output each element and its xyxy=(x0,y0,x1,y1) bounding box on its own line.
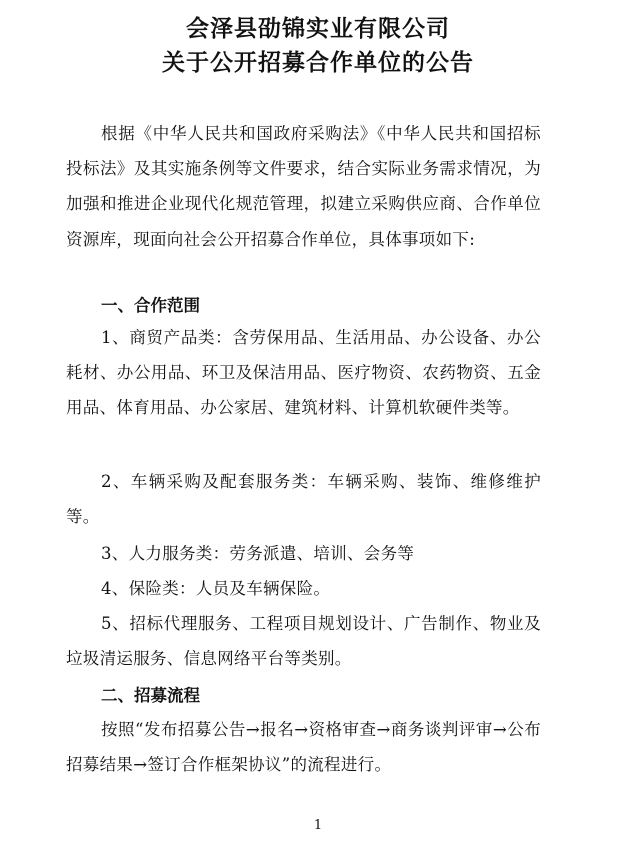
page-number: 1 xyxy=(313,818,323,833)
section1-item-1: 1、商贸产品类：含劳保用品、生活用品、办公设备、办公耗材、办公用品、环卫及保洁用品、医疗物资、农药物资、五金用品、体育用品、办公家居、建筑材料、计算机软硬件类等。 xyxy=(66,328,541,418)
section1-item-4: 4、保险类：人员及车辆保险。 xyxy=(101,579,331,598)
section1-item-5: 5、招标代理服务、工程项目规划设计、广告制作、物业及垃圾清运服务、信息网络平台等类别。 xyxy=(66,614,541,669)
document-title-announcement: 关于公开招募合作单位的公告 xyxy=(162,50,474,76)
section2-paragraph: 按照“发布招募公告→报名→资格审查→商务谈判评审→公布招募结果→签订合作框架协议”的流程进行。 xyxy=(66,720,541,775)
intro-paragraph: 根据《中华人民共和国政府采购法》《中华人民共和国招标投标法》及其实施条例等文件要求，结合实际业务需求情况，为加强和推进企业现代化规范管理，拟建立采购供应商、合作单位资源库，现面向社会公开招募合作单位，具体事项如下: xyxy=(66,124,541,249)
section1-item-3: 3、人力服务类：劳务派遣、培训、会务等 xyxy=(101,544,415,563)
section1-item-2: 2、车辆采购及配套服务类：车辆采购、装饰、维修维护等。 xyxy=(66,472,541,527)
section2-heading: 二、招募流程 xyxy=(101,686,200,705)
document-title-company: 会泽县劭锦实业有限公司 xyxy=(186,16,450,42)
section1-heading: 一、合作范围 xyxy=(101,296,200,315)
